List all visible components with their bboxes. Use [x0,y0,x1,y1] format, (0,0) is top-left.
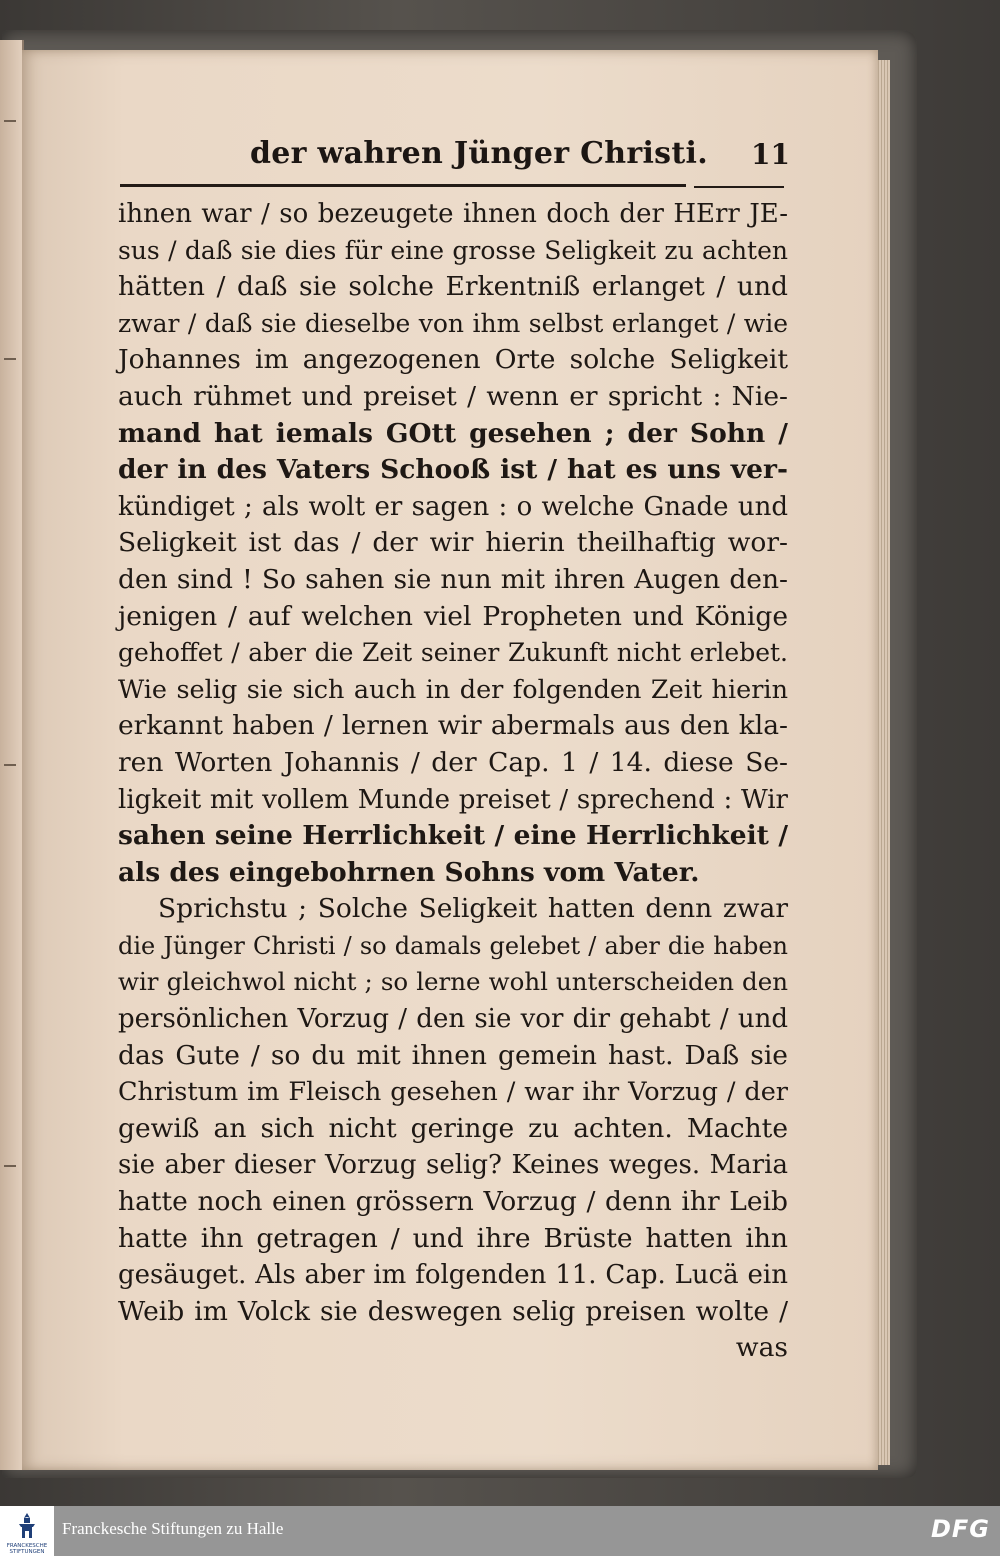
institution-emblem-icon [16,1512,38,1540]
left-page-edge [0,40,24,1470]
text-line: Christum im Fleisch gesehen / war ihr Vorzug / der [118,1077,788,1108]
body-text [118,196,788,1367]
text-line: ihnen war / so bezeugete ihnen doch der HErr JE- [118,199,788,229]
text-line: jenigen / auf welchen viel Propheten und Könige [118,600,788,632]
text-line: Wie selig sie sich auch in der folgenden Zeit hierin [118,674,788,705]
text-line: gehoffet / aber die Zeit seiner Zukunft nicht erlebet. [118,638,788,668]
dfg-logo[interactable]: DFG [930,1515,990,1543]
running-title: der wahren Jünger Christi. [250,136,708,171]
spine-mark [4,120,16,122]
text-line: sus / daß sie dies für eine grosse Seligkeit zu achten [118,235,788,265]
text-line: als des eingebohrnen Sohns vom Vater. [118,856,700,888]
page-header [120,136,800,176]
logo-text: FRANCKESCHE STIFTUNGEN [6,1543,48,1555]
spine-mark [4,1165,16,1167]
text-line: hatte noch einen grössern Vorzug / denn ihr Leib [118,1186,788,1218]
catchword: was [735,1332,788,1364]
text-line: den sind ! So sahen sie nun mit ihren Augen den- [118,563,788,595]
text-line: wir gleichwol nicht ; so lerne wohl unterscheiden den [118,967,788,997]
text-line: ligkeit mit vollem Munde preiset / sprechend : Wir [118,784,788,815]
text-line: gesäuget. Als aber im folgenden 11. Cap. Lucä ein [118,1260,788,1291]
text-line: ren Worten Johannis / der Cap. 1 / 14. diese Se- [118,746,788,778]
text-line: auch rühmet und preiset / wenn er spricht : Nie- [118,380,788,412]
text-line: das Gute / so du mit ihnen gemein hast. Daß sie [118,1039,788,1071]
spine-mark [4,358,16,360]
text-line: zwar / daß sie dieselbe von ihm selbst erlanget / wie [118,308,788,338]
viewer-footer [0,1506,1000,1556]
page-number: 11 [751,138,790,171]
text-line: sie aber dieser Vorzug selig? Keines weges. Maria [118,1150,788,1181]
text-line: Weib im Volck sie deswegen selig preisen wolte / [118,1295,788,1327]
text-line: mand hat iemals GOtt gesehen ; der Sohn / [118,417,788,449]
institution-logo[interactable] [0,1506,54,1556]
text-line: die Jünger Christi / so damals gelebet / aber die haben [118,931,788,960]
text-line: Sprichstu ; Solche Seligkeit hatten denn zwar [158,893,788,925]
text-line: kündiget ; als wolt er sagen : o welche Gnade und [118,491,788,522]
text-line: persönlichen Vorzug / den sie vor dir gehabt / und [118,1004,788,1035]
institution-name: Franckesche Stiftungen zu Halle [62,1519,284,1538]
text-line: Johannes im angezogenen Orte solche Seligkeit [118,344,788,376]
text-line: hätten / daß sie solche Erkentniß erlanget / und [118,271,788,303]
header-rule [120,184,686,187]
text-line: hatte ihn getragen / und ihre Brüste hatten ihn [118,1222,788,1254]
page-stack-edges [876,60,890,1465]
text-line: erkannt haben / lernen wir abermals aus den kla- [118,710,788,742]
text-line: sahen seine Herrlichkeit / eine Herrlichkeit / [118,820,788,852]
text-line: Seligkeit ist das / der wir hierin theilhaftig wor- [118,527,788,559]
header-rule-short [694,186,784,188]
text-line: gewiß an sich nicht geringe zu achten. Machte [118,1112,788,1144]
spine-mark [4,764,16,766]
text-line: der in des Vaters Schooß ist / hat es uns ver- [118,454,788,486]
